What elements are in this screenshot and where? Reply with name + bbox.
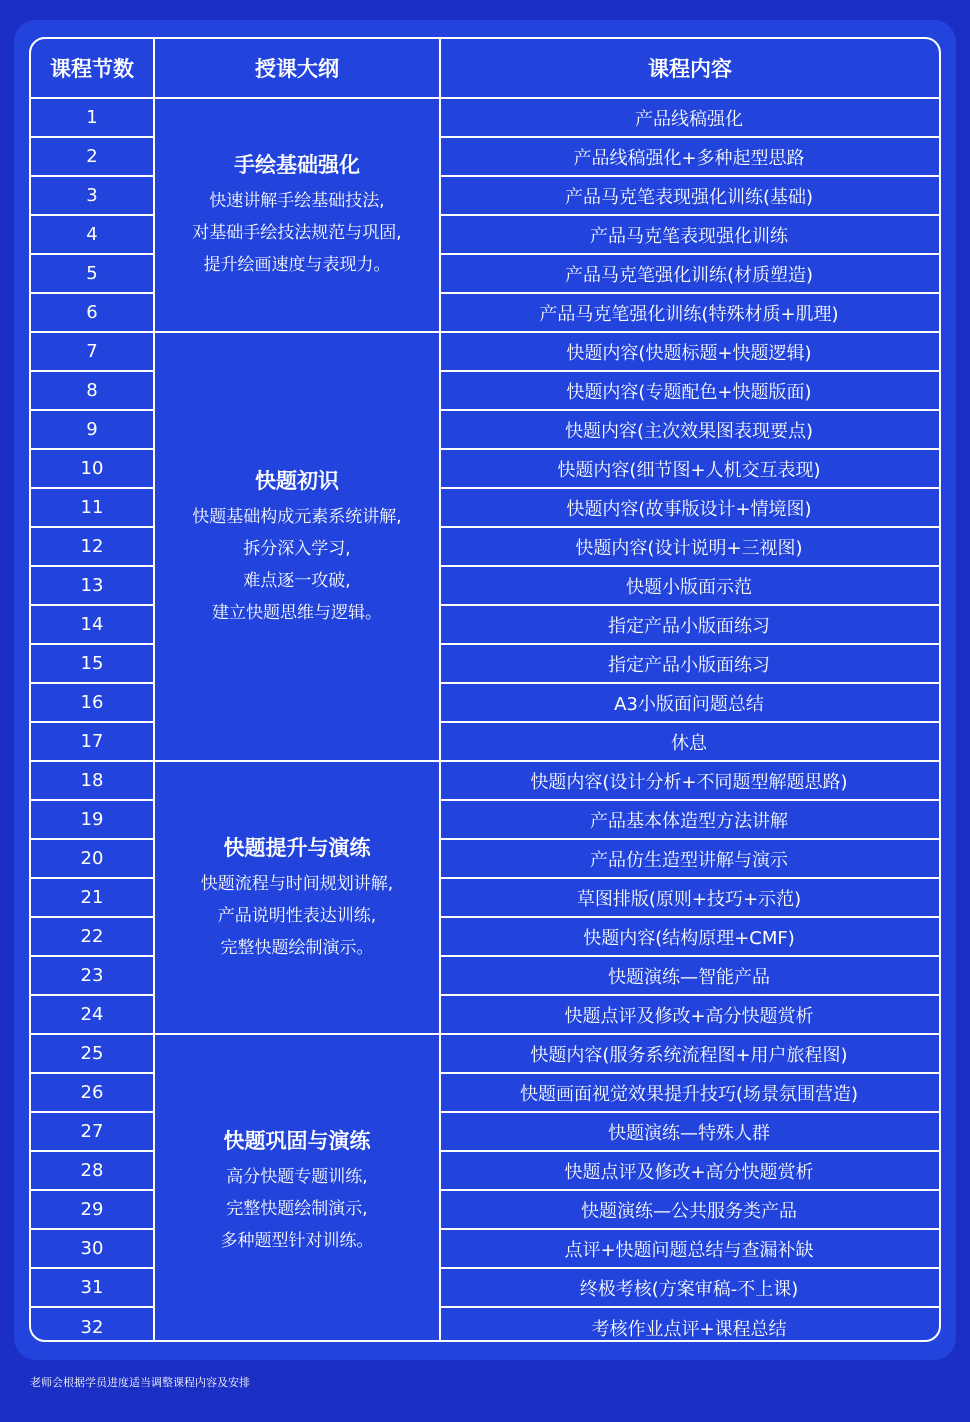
course-content: 指定产品小版面练习 — [608, 654, 770, 676]
course-content-cell — [439, 1113, 939, 1152]
course-content-cell — [439, 1191, 939, 1230]
lesson-number-cell — [31, 255, 153, 294]
course-content: 产品基本体造型方法讲解 — [590, 810, 788, 832]
lesson-number: 26 — [80, 1082, 104, 1103]
lesson-number: 18 — [80, 770, 104, 791]
course-content: 快题内容(设计说明+三视图) — [575, 537, 803, 559]
course-content: 快题内容(专题配色+快题版面) — [566, 381, 812, 403]
section-description-line: 完整快题绘制演示, — [226, 1199, 368, 1219]
lesson-number-cell — [31, 957, 153, 996]
course-content: 快题内容(主次效果图表现要点) — [564, 420, 814, 442]
section-description-line: 建立快题思维与逻辑。 — [212, 602, 382, 623]
section-description-line: 拆分深入学习, — [243, 538, 351, 559]
course-content: 快题内容(结构原理+CMF) — [583, 927, 795, 949]
course-content-cell — [439, 372, 939, 411]
lesson-number-cell — [31, 684, 153, 723]
course-content: 快题内容(故事版设计+情境图) — [566, 498, 812, 520]
lesson-number-cell — [31, 1113, 153, 1152]
lesson-number: 11 — [80, 497, 104, 518]
course-content-cell — [439, 489, 939, 528]
course-content: 产品线稿强化+多种起型思路 — [573, 147, 805, 169]
lesson-number: 23 — [80, 965, 104, 986]
syllabus-section — [155, 99, 439, 333]
course-content-cell — [439, 294, 939, 333]
course-content: 快题内容(设计分析+不同题型解题思路) — [530, 771, 848, 793]
section-description-line: 产品说明性表达训练, — [217, 905, 377, 926]
course-content-cell — [439, 1230, 939, 1269]
section-title: 快题巩固与演练 — [223, 1129, 371, 1153]
lesson-number-cell — [31, 372, 153, 411]
course-content-cell — [439, 723, 939, 762]
course-content: 产品线稿强化 — [635, 108, 743, 130]
lesson-number-cell — [31, 801, 153, 840]
lesson-number: 30 — [80, 1238, 104, 1259]
lesson-number-cell — [31, 1308, 153, 1342]
table-header — [31, 39, 939, 99]
lesson-number: 3 — [86, 185, 98, 206]
lesson-number: 28 — [80, 1160, 104, 1181]
course-content: 产品马克笔强化训练(材质塑造) — [564, 264, 814, 286]
course-content: 草图排版(原则+技巧+示范) — [576, 888, 802, 910]
lesson-number-cell — [31, 528, 153, 567]
course-content: 快题内容(服务系统流程图+用户旅程图) — [530, 1044, 848, 1066]
lesson-number-cell — [31, 333, 153, 372]
course-content-cell — [439, 1035, 939, 1074]
lesson-number: 19 — [80, 809, 104, 830]
course-content-cell — [439, 684, 939, 723]
lesson-number: 10 — [80, 458, 104, 479]
course-content: 产品马克笔强化训练(特殊材质+肌理) — [539, 303, 839, 325]
course-content: 快题演练—特殊人群 — [608, 1122, 770, 1144]
course-content-cell — [439, 996, 939, 1035]
lesson-number: 21 — [80, 887, 104, 908]
section-description-line: 难点逐一攻破, — [243, 570, 351, 591]
lesson-number-cell — [31, 138, 153, 177]
lesson-number-cell — [31, 411, 153, 450]
lesson-number: 15 — [80, 653, 104, 674]
course-content-cell — [439, 957, 939, 996]
course-content: 终极考核(方案审稿-不上课) — [579, 1278, 799, 1300]
section-description-line: 高分快题专题训练, — [226, 1167, 368, 1187]
course-content: 休息 — [671, 732, 707, 754]
lesson-number-cell — [31, 1152, 153, 1191]
lesson-number-cell — [31, 489, 153, 528]
lesson-number-cell — [31, 1074, 153, 1113]
lesson-number: 1 — [86, 107, 98, 128]
lesson-number: 6 — [86, 302, 98, 323]
course-content-cell — [439, 333, 939, 372]
lesson-number: 14 — [80, 614, 104, 635]
section-description-line: 快题基础构成元素系统讲解, — [192, 506, 402, 527]
lesson-number-cell — [31, 1269, 153, 1308]
lesson-number-cell — [31, 1035, 153, 1074]
section-description-line: 快题流程与时间规划讲解, — [200, 873, 394, 894]
lesson-number: 12 — [80, 536, 104, 557]
course-content: 产品马克笔表现强化训练(基础) — [564, 186, 814, 208]
lesson-number: 5 — [86, 263, 98, 284]
course-content-cell — [439, 411, 939, 450]
course-content: 快题演练—智能产品 — [608, 966, 770, 988]
lesson-number: 25 — [80, 1043, 104, 1064]
course-content: 快题画面视觉效果提升技巧(场景氛围营造) — [519, 1083, 859, 1105]
lesson-number: 8 — [86, 380, 98, 401]
course-content: 快题演练—公共服务类产品 — [581, 1200, 797, 1222]
course-content: 产品仿生造型讲解与演示 — [590, 849, 788, 871]
lesson-number-cell — [31, 606, 153, 645]
course-content-cell — [439, 645, 939, 684]
course-content-cell — [439, 450, 939, 489]
course-content-cell — [439, 1269, 939, 1308]
lesson-number: 16 — [80, 692, 104, 713]
lesson-number: 20 — [80, 848, 104, 869]
lesson-number-cell — [31, 762, 153, 801]
lesson-number-cell — [31, 840, 153, 879]
course-content: 快题小版面示范 — [626, 576, 752, 598]
course-content: 指定产品小版面练习 — [608, 615, 770, 637]
lesson-number: 22 — [80, 926, 104, 947]
course-content-cell — [439, 1074, 939, 1113]
lesson-number-cell — [31, 177, 153, 216]
section-title: 快题初识 — [255, 468, 339, 493]
course-content-cell — [439, 177, 939, 216]
section-description-line: 对基础手绘技法规范与巩固, — [192, 223, 402, 243]
lesson-number: 29 — [80, 1199, 104, 1220]
course-content-cell — [439, 762, 939, 801]
lesson-number-cell — [31, 918, 153, 957]
syllabus-section — [155, 333, 439, 762]
lesson-number-cell — [31, 99, 153, 138]
header-lesson-number: 课程节数 — [50, 57, 134, 81]
lesson-number-cell — [31, 879, 153, 918]
course-content-cell — [439, 99, 939, 138]
lesson-number: 27 — [80, 1121, 104, 1142]
footnote: 老师会根据学员进度适当调整课程内容及安排 — [30, 1376, 250, 1389]
lesson-number-cell — [31, 996, 153, 1035]
lesson-number: 9 — [86, 419, 98, 440]
header-course-content: 课程内容 — [648, 57, 732, 81]
course-content: 快题点评及修改+高分快题赏析 — [564, 1161, 814, 1183]
lesson-number: 7 — [86, 341, 98, 362]
lesson-number-cell — [31, 1191, 153, 1230]
lesson-number: 24 — [80, 1004, 104, 1025]
course-content: 快题点评及修改+高分快题赏析 — [564, 1005, 814, 1027]
course-content-cell — [439, 255, 939, 294]
course-content-cell — [439, 216, 939, 255]
course-content: A3小版面问题总结 — [614, 693, 764, 715]
syllabus-section — [155, 1035, 439, 1342]
lesson-number: 2 — [86, 146, 98, 167]
lesson-number: 31 — [80, 1277, 104, 1298]
course-content-cell — [439, 840, 939, 879]
course-content-cell — [439, 1308, 939, 1342]
lesson-number-cell — [31, 1230, 153, 1269]
section-description-line: 完整快题绘制演示。 — [220, 937, 374, 958]
course-content-cell — [439, 1152, 939, 1191]
lesson-number: 17 — [80, 731, 104, 752]
course-content-cell — [439, 567, 939, 606]
course-content-cell — [439, 801, 939, 840]
section-description-line: 提升绘画速度与表现力。 — [203, 255, 391, 275]
header-syllabus: 授课大纲 — [255, 57, 339, 81]
course-content-cell — [439, 138, 939, 177]
syllabus-section — [155, 762, 439, 1035]
lesson-number: 13 — [80, 575, 104, 596]
course-content-cell — [439, 528, 939, 567]
lesson-number: 32 — [80, 1317, 104, 1338]
course-content-cell — [439, 879, 939, 918]
course-content: 快题内容(细节图+人机交互表现) — [557, 459, 821, 481]
lesson-number-cell — [31, 567, 153, 606]
section-description-line: 多种题型针对训练。 — [220, 1231, 374, 1251]
course-content: 考核作业点评+课程总结 — [591, 1318, 787, 1340]
course-content: 产品马克笔表现强化训练 — [590, 225, 788, 247]
lesson-number-cell — [31, 645, 153, 684]
lesson-number-cell — [31, 723, 153, 762]
lesson-number-cell — [31, 216, 153, 255]
section-title: 快题提升与演练 — [223, 835, 371, 860]
course-content-cell — [439, 918, 939, 957]
section-description-line: 快速讲解手绘基础技法, — [209, 191, 385, 211]
lesson-number: 4 — [86, 224, 98, 245]
course-content: 点评+快题问题总结与查漏补缺 — [564, 1239, 814, 1261]
course-content: 快题内容(快题标题+快题逻辑) — [566, 342, 812, 364]
lesson-number-cell — [31, 294, 153, 333]
course-schedule-table — [29, 37, 941, 1342]
lesson-number-cell — [31, 450, 153, 489]
section-title: 手绘基础强化 — [234, 153, 360, 177]
course-content-cell — [439, 606, 939, 645]
